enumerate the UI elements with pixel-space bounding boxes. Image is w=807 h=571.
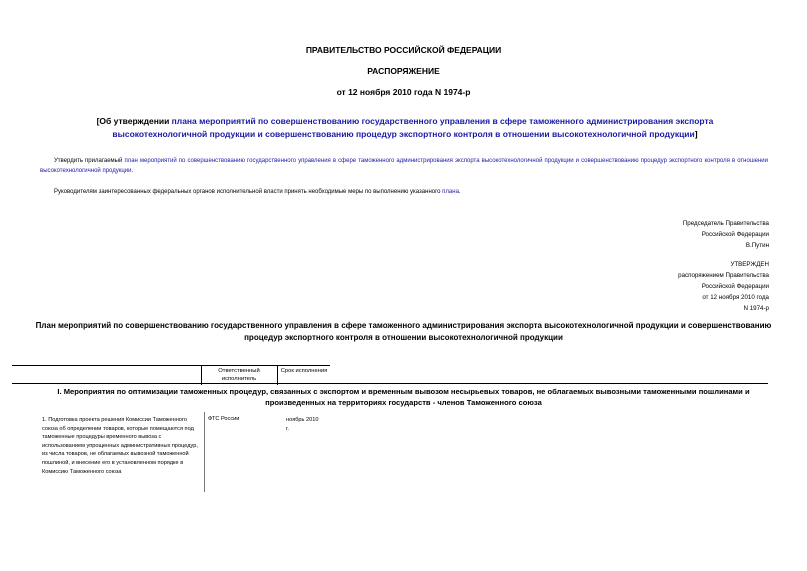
signature-line-2: Российской Федерации [701,231,769,238]
row-divider [204,412,205,492]
bracket-open: [ [96,116,100,126]
approved-line-2: распоряжением Правительства [678,272,769,279]
plan-title: План мероприятий по совершенствованию государственного управления в сфере таможенного администрирования экспорта высокотехнологичной продукции и совершенствованию процедур экспортного контроля в отношении высокотехнологичной продукции [35,321,772,342]
approved-line-3: Российской Федерации [701,283,769,290]
document-date-number: от 12 ноября 2010 года N 1974-р [336,87,471,97]
table-row-executor: ФТС России [208,416,240,422]
title-prefix: Об утверждении [99,116,172,126]
p1-suffix: . [131,168,134,174]
government-heading: ПРАВИТЕЛЬСТВО РОССИЙСКОЙ ФЕДЕРАЦИИ [305,45,502,55]
p1-prefix: Утвердить прилагаемый [54,158,125,164]
column-header-executor: Ответственный исполнитель [218,368,260,382]
title-link[interactable]: плана мероприятий по совершенствованию государственного управления в сфере таможенного администрирования экспорта высокотехнологичной продукции и совершенствованию процедур экспортного контроля в отношении высокотехнологичной продукции [112,116,714,139]
signature-line-1: Председатель Правительства [682,220,769,227]
p2-prefix: Руководителям заинтересованных федеральных органов исполнительной власти принять необходимые меры по выполнению указанного [54,189,443,195]
section-divider [12,383,768,384]
table-header [12,365,330,385]
approved-block [678,259,769,314]
paragraph-approve [40,156,768,176]
approved-line-1: УТВЕРЖДЕН [730,261,769,268]
p2-suffix: . [458,189,461,195]
plan-short-link[interactable]: плана [442,189,459,195]
column-header-deadline: Срок исполнения [280,368,328,374]
plan-link[interactable]: план мероприятий по совершенствованию государственного управления в сфере таможенного администрирования экспорта высокотехнологичной продукции и совершенствованию процедур экспортного контроля в отношении высокотехнологичной продукции [40,158,769,174]
decree-title [80,115,730,141]
signature-block [683,218,769,251]
bracket-close: ] [694,129,698,139]
table-row-deadline: ноябрь 2010 г. [286,417,319,432]
table-row-text: 1. Подготовка проекта решения Комиссии Таможенного союза об определении товаров, которые помещаются под таможенные процедуры временного вывоза с использованием упрощенных административных процедур, из числа товаров, не облагаемых вывозной таможенной пошлиной, и внесение его в установленном порядке в Комиссию Таможенного союза [42,417,198,475]
signature-line-3: В.Путин [745,242,769,249]
approved-line-5: N 1974-р [743,305,769,312]
approved-line-4: от 12 ноября 2010 года [702,294,769,301]
paragraph-instruct [40,187,768,197]
document-type: РАСПОРЯЖЕНИЕ [367,66,440,76]
section-title: I. Мероприятия по оптимизации таможенных процедур, связанных с экспортом и временным вывозом несырьевых товаров, не облагаемых вывозными таможенными пошлинами и произведенных на территориях государств - членов Таможенного союза [57,387,750,407]
